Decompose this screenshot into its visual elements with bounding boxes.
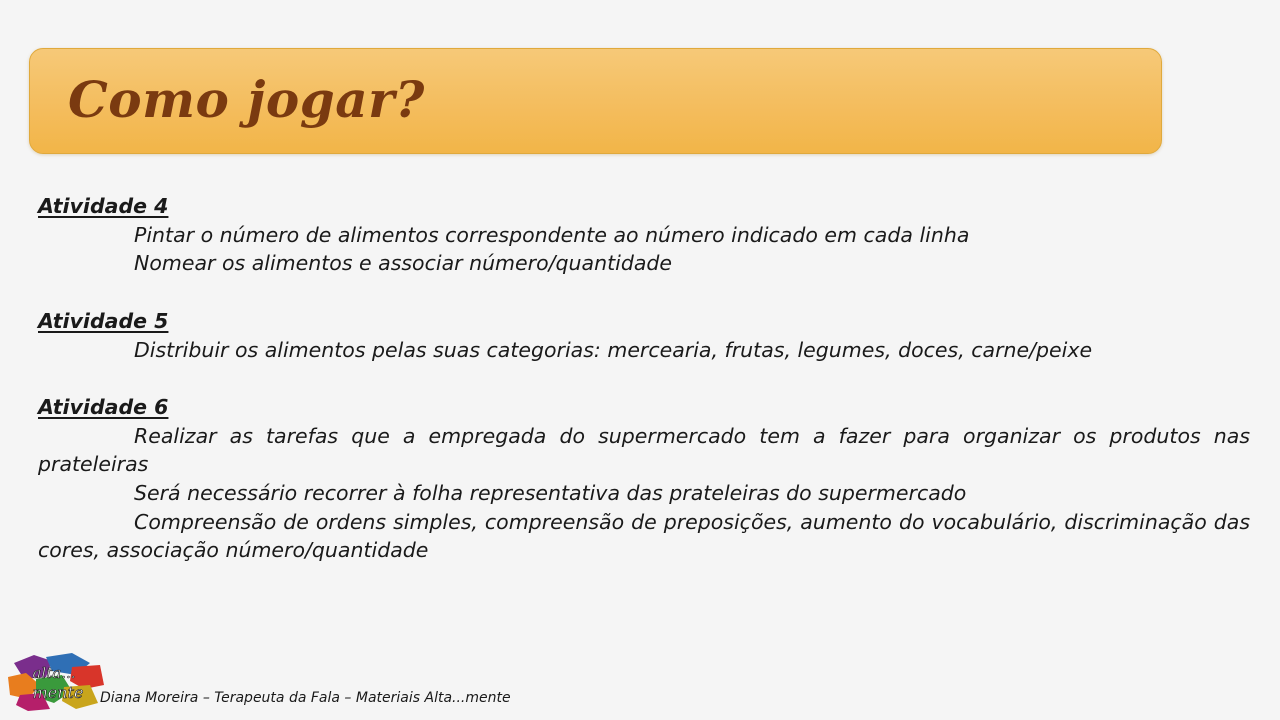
page-title: Como jogar?: [68, 70, 425, 129]
activity-section-4: [38, 192, 1250, 278]
logo-text-bottom: mente: [32, 683, 84, 702]
activity-line: Será necessário recorrer à folha representativa das prateleiras do supermercado: [134, 481, 967, 505]
logo-text-top: alta...: [32, 664, 76, 682]
activity-heading: Atividade 5: [38, 308, 169, 333]
instructions-content: [38, 192, 1250, 565]
activity-line: Distribuir os alimentos pelas suas categorias: mercearia, frutas, legumes, doces, carne/peixe: [134, 337, 1093, 362]
activity-line: Nomear os alimentos e associar número/quantidade: [134, 251, 673, 276]
footer-credit: Diana Moreira – Terapeuta da Fala – Materiais Alta...mente: [100, 690, 511, 706]
activity-heading: Atividade 4: [38, 194, 169, 218]
activity-section-6: [38, 393, 1250, 565]
activity-line: Realizar as tarefas que a empregada do supermercado tem a fazer para organizar os produtos nas prateleiras: [38, 423, 1250, 477]
alta-mente-logo: [6, 651, 106, 713]
activity-line: Pintar o número de alimentos correspondente ao número indicado em cada linha: [134, 222, 970, 247]
title-banner: [29, 48, 1162, 154]
activity-heading: Atividade 6: [38, 394, 169, 419]
activity-line: Compreensão de ordens simples, compreensão de preposições, aumento do vocabulário, discriminação das cores, associação número/quantidade: [38, 509, 1250, 563]
activity-section-5: [38, 307, 1250, 364]
